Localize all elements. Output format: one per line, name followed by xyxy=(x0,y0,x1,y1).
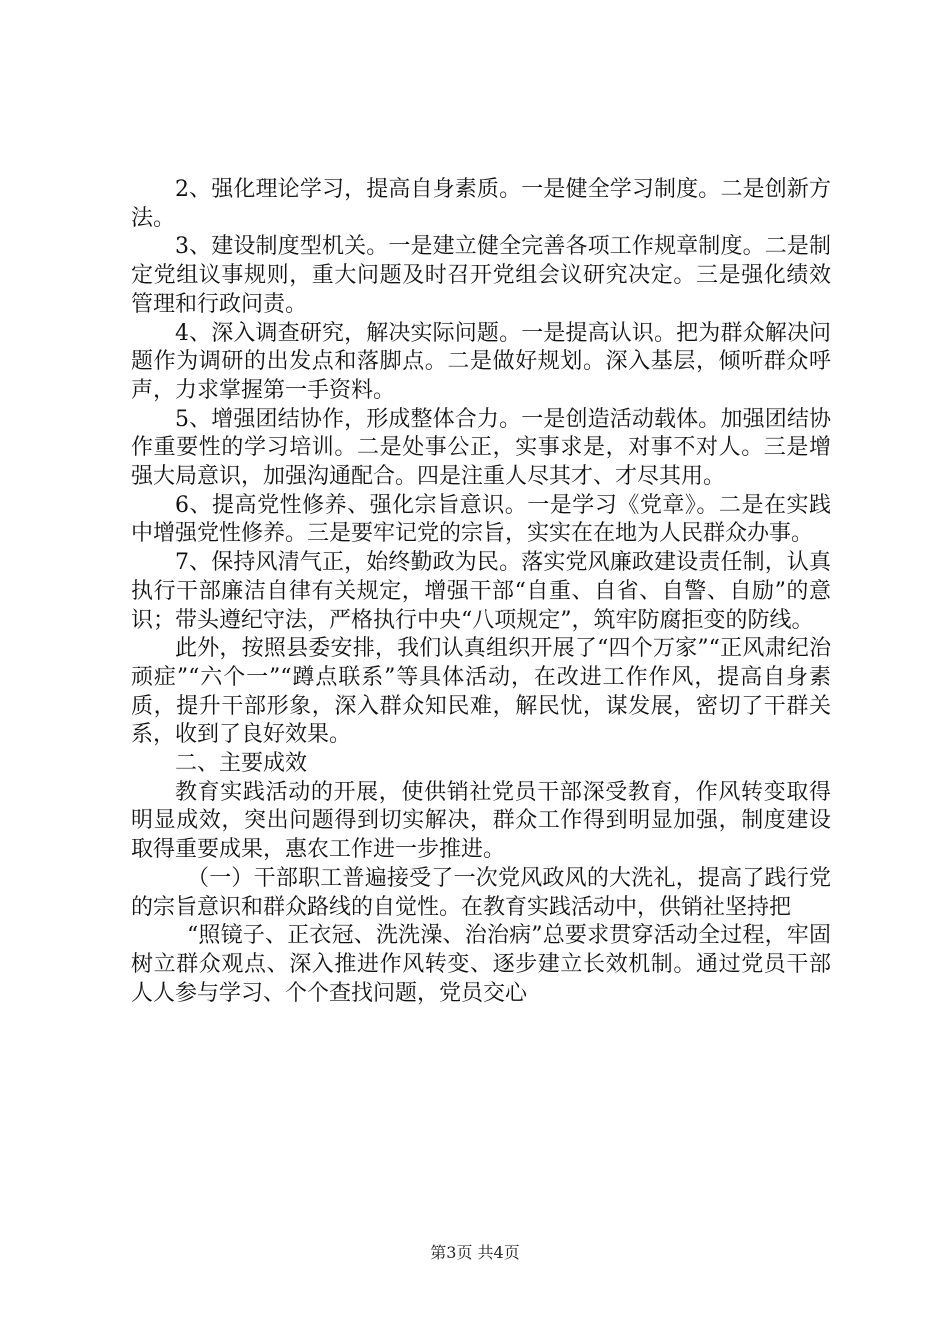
document-body xyxy=(131,176,831,1008)
section-heading-main-results: 二、主要成效 xyxy=(175,751,308,777)
paragraph-study-theory: 2、强化理论学习，提高自身素质。一是健全学习制度。二是创新方法。 xyxy=(131,177,831,231)
paragraph-unity-cooperation: 5、增强团结协作，形成整体合力。一是创造活动载体。加强团结协作重要性的学习培训。二是处事公正，实事求是，对事不对人。三是增强大局意识，加强沟通配合。四是注重人尽其才、才尽其用。 xyxy=(131,406,831,490)
paragraph-institution-building: 3、建设制度型机关。一是建立健全完善各项工作规章制度。二是制定党组议事规则，重大问题及时召开党组会议研究决定。三是强化绩效管理和行政问责。 xyxy=(131,234,831,317)
paragraph-clean-governance: 7、保持风清气正，始终勤政为民。落实党风廉政建设责任制，认真执行干部廉洁自律有关规定，增强干部“自重、自省、自警、自励”的意识；带头遵纪守法，严格执行中央“八项规定”，筑牢防腐拒变的防线。 xyxy=(131,550,831,633)
page-number-footer: 第3页 共4页 xyxy=(430,1243,520,1262)
paragraph-results-summary: 教育实践活动的开展，使供销社党员干部深受教育，作风转变取得明显成效，突出问题得到切实解决，群众工作得到明显加强，制度建设取得重要成果，惠农工作进一步推进。 xyxy=(131,779,831,863)
paragraph-results-one-continued: “照镜子、正衣冠、洗洗澡、治治病”总要求贯穿活动全过程，牢固树立群众观点、深入推进作风转变、逐步建立长效机制。通过党员干部人人参与学习、个个查找问题，党员交心 xyxy=(131,923,831,1006)
paragraph-additional-activities: 此外，按照县委安排，我们认真组织开展了“四个万家”“正风肃纪治顽症”“六个一”“蹲点联系”等具体活动，在改进工作作风，提高自身素质，提升干部形象，深入群众知民难，解民忧，谋发展，密切了干群关系，收到了良好效果。 xyxy=(131,636,831,748)
paragraph-results-one: （一）干部职工普遍接受了一次党风政风的大洗礼，提高了践行党的宗旨意识和群众路线的自觉性。在教育实践活动中，供销社坚持把 xyxy=(131,865,831,920)
paragraph-party-cultivation: 6、提高党性修养、强化宗旨意识。一是学习《党章》。二是在实践中增强党性修养。三是要牢记党的宗旨，实实在在地为人民群众办事。 xyxy=(131,492,831,547)
paragraph-investigation-research: 4、深入调查研究，解决实际问题。一是提高认识。把为群众解决问题作为调研的出发点和落脚点。二是做好规划。深入基层，倾听群众呼声，力求掌握第一手资料。 xyxy=(131,320,831,403)
